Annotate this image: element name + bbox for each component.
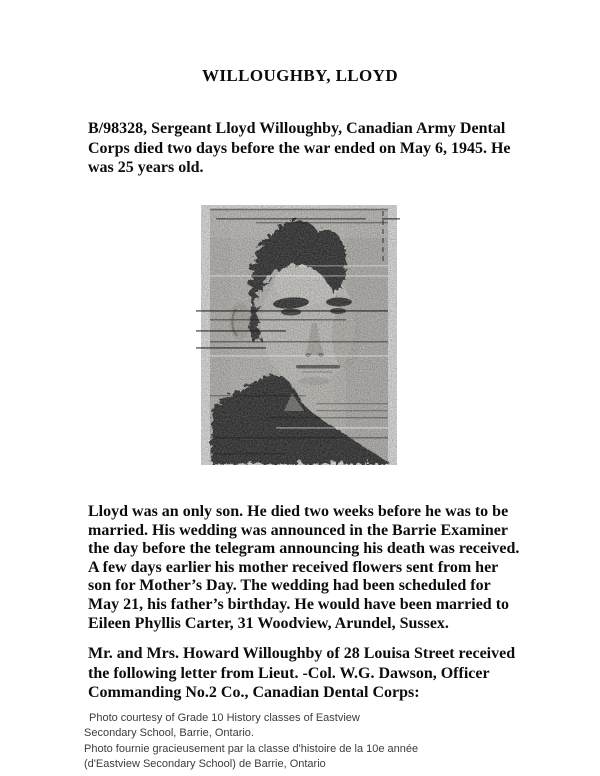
paragraph-intro [88,119,538,178]
text-line: May 21, his father’s birthday. He would have been married to [88,595,510,613]
text-line: Commanding No.2 Co., Canadian Dental Corps: [88,684,420,701]
credit-line-english: Photo courtesy of Grade 10 History classes of Eastview [89,712,360,724]
text-line: Mr. and Mrs. Howard Willoughby of 28 Louisa Street received [88,645,516,662]
portrait-photo [196,205,400,465]
paragraph-wedding [88,503,538,633]
text-line: the day before the telegram announcing his death was received. [88,540,520,558]
text-line: B/98328, Sergeant Lloyd Willoughby, Canadian Army Dental [88,120,506,137]
text-line: the following letter from Lieut. -Col. W.G. Dawson, Officer [88,664,490,682]
text-line: son for Mother’s Day. The wedding had been scheduled for [88,577,491,595]
portrait-photo-svg [196,205,400,465]
text-line: Eileen Phyllis Carter, 31 Woodview, Arundel, Sussex. [88,614,449,632]
page-title: WILLOUGHBY, LLOYD [201,66,399,85]
credit-line-french: Photo fournie gracieusement par la classe d'histoire de la 10e année [84,742,419,755]
photo-credits [84,711,418,773]
paragraph-letter [88,644,538,703]
credit-line-french: (d'Eastview Secondary School) de Barrie, Ontario [84,758,326,771]
text-line: was 25 years old. [88,159,204,176]
text-line: Corps died two days before the war ended on May 6, 1945. He [88,139,511,157]
text-line: A few days earlier his mother received flowers sent from her [88,558,499,576]
credit-line-english: Secondary School, Barrie, Ontario. [84,727,254,740]
text-line: married. His wedding was announced in the Barrie Examiner [88,521,509,539]
text-line: Lloyd was an only son. He died two weeks before he was to be [88,503,509,520]
